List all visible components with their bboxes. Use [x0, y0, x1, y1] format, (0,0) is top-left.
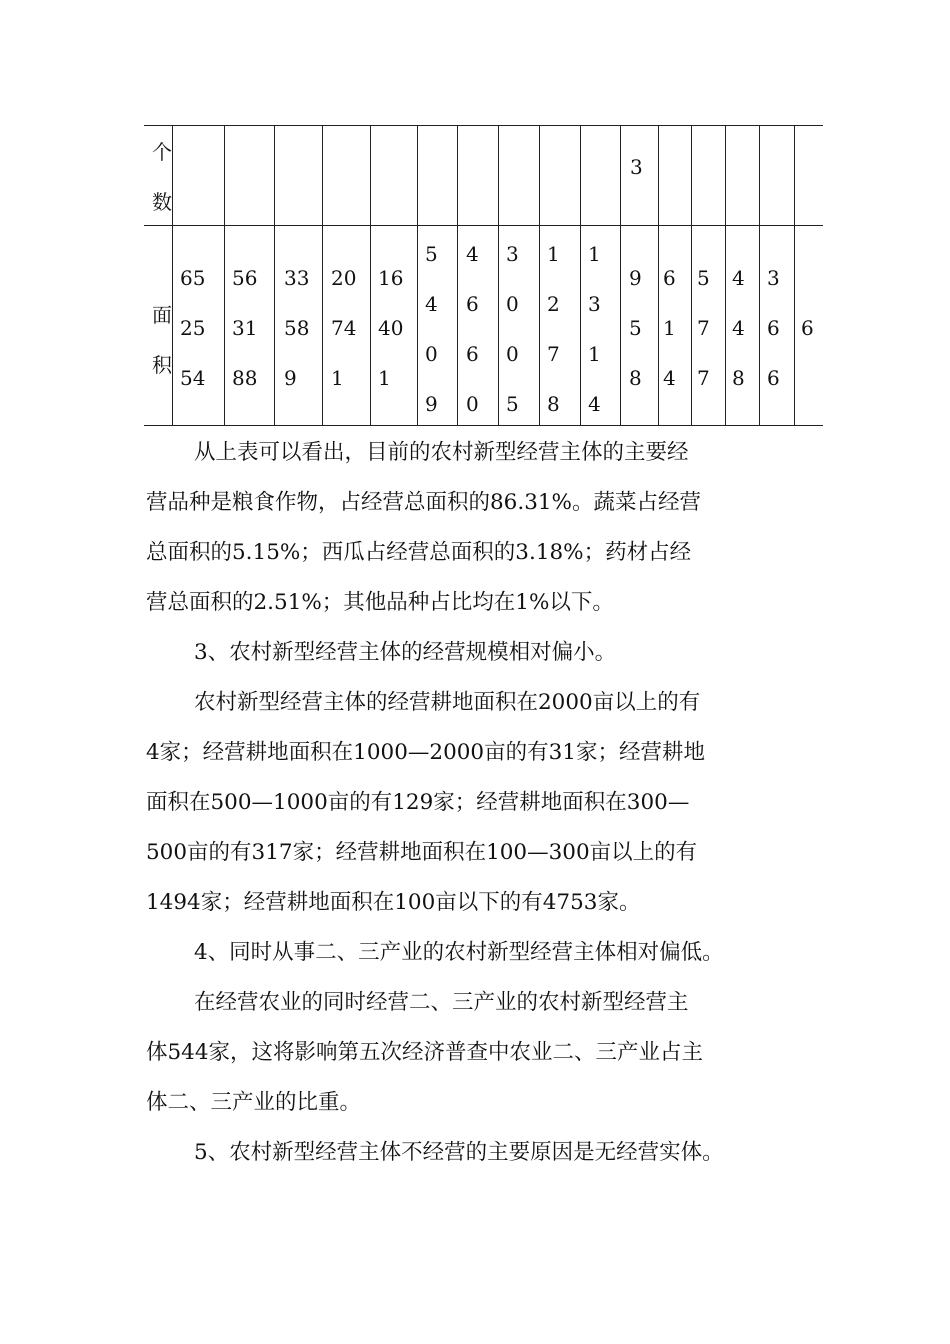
area-cell: 1 2 7 8 — [547, 242, 560, 416]
heading-5: 5、农村新型经营主体不经营的主要原因是无经营实体。 — [194, 1140, 724, 1165]
area-cell: 4 6 6 0 — [466, 242, 479, 416]
paragraph-crop-share: 从上表可以看出，目前的农村新型经营主体的主要经 营品种是粮食作物，占经营总面积的86.31%。蔬菜占经营 总面积的5.15%；西瓜占经营总面积的3.18%；药材占经 营总面积的2.51%；其他品种占比均在1%以下。 — [146, 440, 701, 615]
row-label-count: 个 数 — [152, 140, 172, 214]
heading-3: 3、农村新型经营主体的经营规模相对偏小。 — [194, 640, 617, 665]
area-cell: 5 7 7 — [697, 266, 710, 390]
area-cell: 1 3 1 4 — [588, 242, 601, 416]
area-cell: 4 4 8 — [732, 266, 745, 390]
area-cell: 33 58 9 — [284, 266, 310, 390]
paragraph-secondary-industry: 在经营农业的同时经营二、三产业的农村新型经营主 体544家，这将影响第五次经济普查中农业二、三产业占主 体二、三产业的比重。 — [146, 990, 704, 1115]
row-label-area: 面 积 — [152, 303, 172, 377]
area-cell: 6 1 4 — [663, 266, 676, 390]
table-mid-rule — [144, 225, 823, 226]
area-cell: 6 — [801, 316, 814, 340]
table-top-rule — [144, 125, 823, 126]
area-cell: 56 31 88 — [232, 266, 258, 390]
area-cell: 3 0 0 5 — [506, 242, 519, 416]
area-cell: 65 25 54 — [180, 266, 206, 390]
heading-4: 4、同时从事二、三产业的农村新型经营主体相对偏低。 — [194, 940, 724, 965]
paragraph-scale: 农村新型经营主体的经营耕地面积在2000亩以上的有 4家；经营耕地面积在1000—2000亩的有31家；经营耕地 面积在500—1000亩的有129家；经营耕地面积在300— 500亩的有317家；经营耕地面积在100—300亩以上的有 1494家；经营耕地面积在100亩以下的有4753家。 — [146, 690, 705, 915]
area-cell: 3 6 6 — [767, 266, 780, 390]
area-cell: 16 40 1 — [378, 266, 404, 390]
area-cell: 9 5 8 — [629, 266, 642, 390]
area-cell: 20 74 1 — [331, 266, 357, 390]
table-bottom-rule — [144, 425, 823, 426]
count-cell: 3 — [630, 155, 643, 179]
area-cell: 5 4 0 9 — [425, 242, 438, 416]
